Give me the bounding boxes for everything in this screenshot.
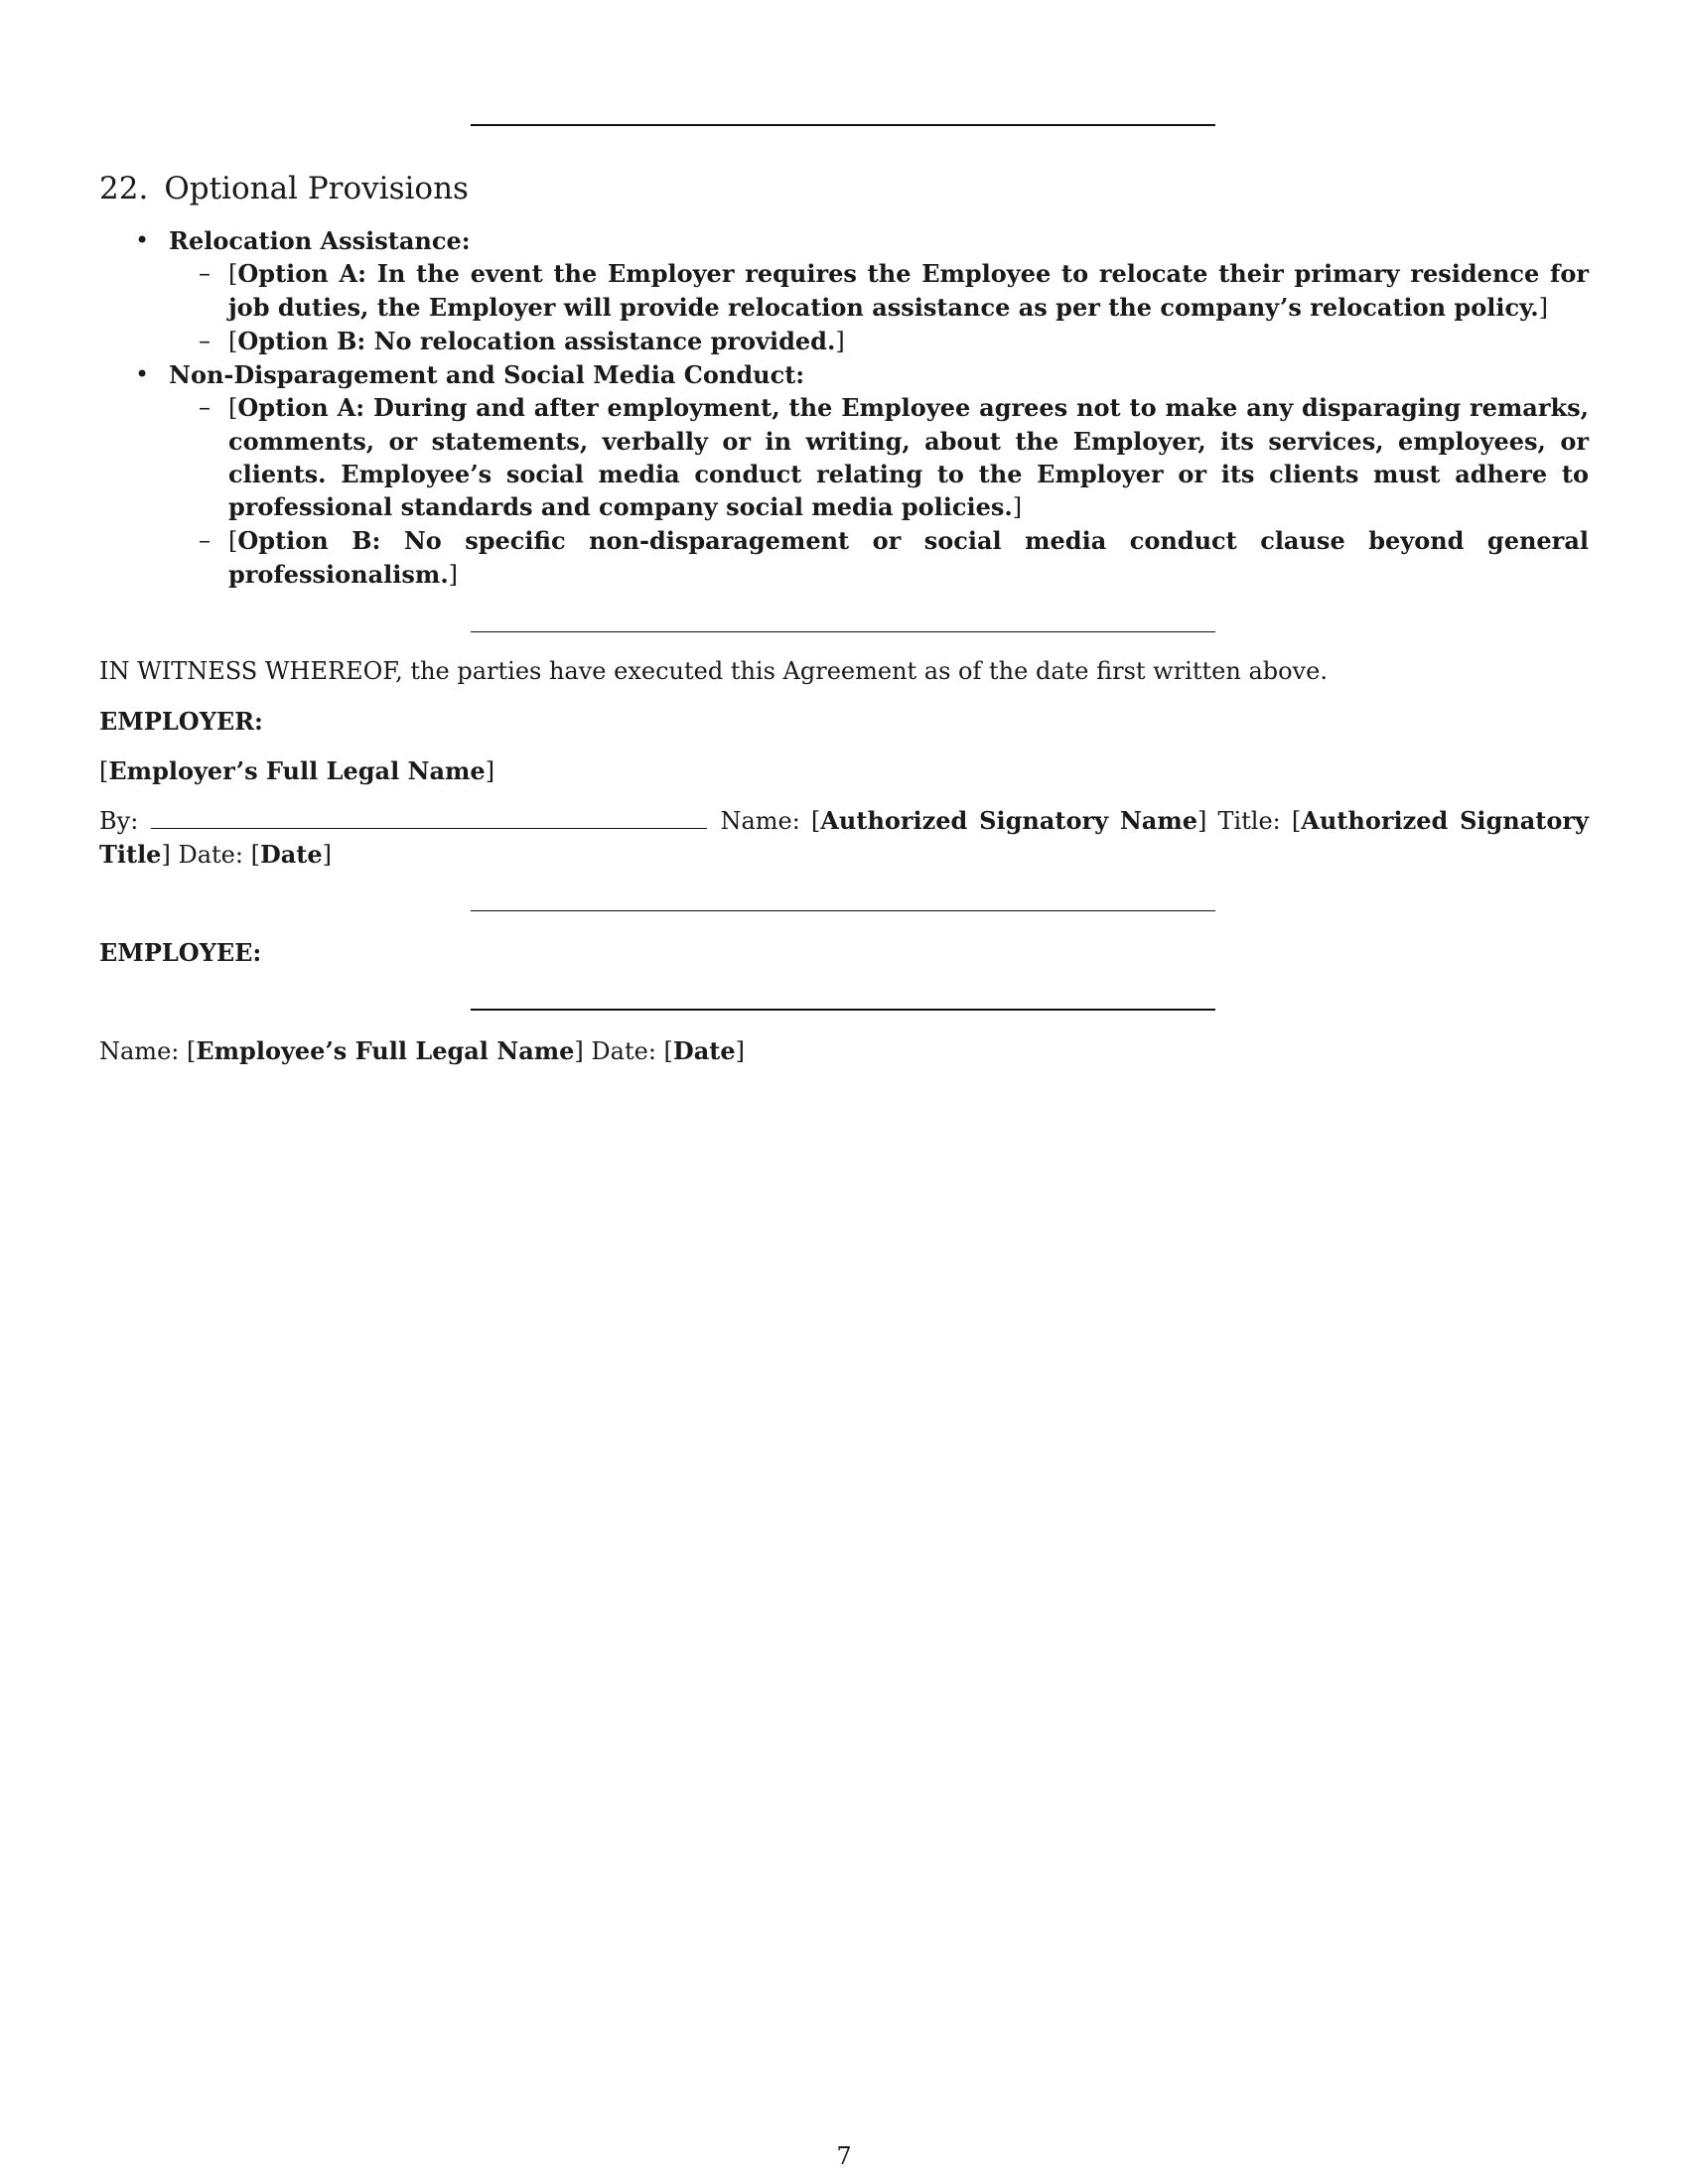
employee-label: EMPLOYEE: <box>99 938 262 967</box>
employee-signature-line[interactable] <box>471 1009 1215 1011</box>
dash-icon: – <box>199 526 211 554</box>
title-label: Title: <box>1217 807 1281 835</box>
provision-option: – [Option A: In the event the Employer requires the Employee to relocate their primary residence for job duties, the Employer will provide relocation assistance as per the company’s relocation policy.] <box>199 259 1589 322</box>
signature-divider <box>471 910 1215 911</box>
employee-name-label: Name: <box>99 1037 180 1065</box>
section-title: Optional Provisions <box>164 171 469 206</box>
provision-heading: Relocation Assistance: <box>169 226 471 255</box>
provision-option: – [Option B: No relocation assistance provided.] <box>199 327 845 355</box>
employee-name-placeholder: Employee’s Full Legal Name <box>196 1036 575 1065</box>
provision-option: – [Option B: No specific non-disparagement or social media conduct clause beyond general professionalism.] <box>199 526 1589 589</box>
provision-heading: Non-Disparagement and Social Media Conduct: <box>169 360 805 389</box>
date-label: Date: <box>178 841 243 869</box>
signature-line[interactable] <box>151 808 707 829</box>
option-text: Option B: No specific non-disparagement or social media conduct clause beyond general professionalism. <box>228 526 1589 589</box>
by-label: By: <box>99 807 139 835</box>
signatory-title: Authorized Signatory Title <box>99 806 1589 869</box>
employer-signature-block: By: Name: [Authorized Signatory Name] Title: [Authorized Signatory Title] Date: [Date] <box>99 806 1589 869</box>
employer-name-line: [Employer’s Full Legal Name] <box>99 756 495 785</box>
provision-option: – [Option A: During and after employment, the Employee agrees not to make any disparaging remarks, comments, or statements, verbally or in writing, about the Employer, its services, employees, or clients. Employee’s social media conduct relating to the Employer or its clients must adhere to professional standards and company social media policies.] <box>199 393 1589 521</box>
option-text: Option A: During and after employment, the Employee agrees not to make any disparaging remarks, comments, or statements, verbally or in writing, about the Employer, its services, employees, or clients. Employee’s social media conduct relating to the Employer or its clients must adhere to professional standards and company social media policies. <box>228 393 1589 521</box>
page-number: 7 <box>836 2142 852 2170</box>
option-text: Option A: In the event the Employer requires the Employee to relocate their primary residence for job duties, the Employer will provide relocation assistance as per the company’s relocation policy. <box>228 259 1589 322</box>
employer-label: EMPLOYER: <box>99 707 263 736</box>
section-heading <box>99 171 469 206</box>
witness-statement: IN WITNESS WHEREOF, the parties have executed this Agreement as of the date first written above. <box>99 657 1328 685</box>
employee-date-label: Date: <box>591 1037 656 1065</box>
provision-item-non-disparagement <box>99 358 1589 391</box>
dash-icon: – <box>199 327 211 354</box>
employee-date-placeholder: Date <box>672 1036 736 1065</box>
option-text: Option B: No relocation assistance provided. <box>237 327 836 355</box>
section-divider <box>471 631 1215 632</box>
bullet-icon: • <box>135 226 150 254</box>
provision-item-relocation <box>99 224 1589 257</box>
dash-icon: – <box>199 259 211 287</box>
name-label: Name: <box>720 807 800 835</box>
employee-details-line: Name: [Employee’s Full Legal Name] Date: [Date] <box>99 1036 745 1065</box>
dash-icon: – <box>199 393 211 421</box>
top-divider <box>471 124 1215 126</box>
signatory-name: Authorized Signatory Name <box>820 806 1198 835</box>
date-placeholder: Date <box>259 840 323 869</box>
employer-name-placeholder: Employer’s Full Legal Name <box>108 756 486 785</box>
section-number: 22. <box>99 171 149 206</box>
bullet-icon: • <box>135 360 150 388</box>
provisions-list <box>99 224 1589 592</box>
